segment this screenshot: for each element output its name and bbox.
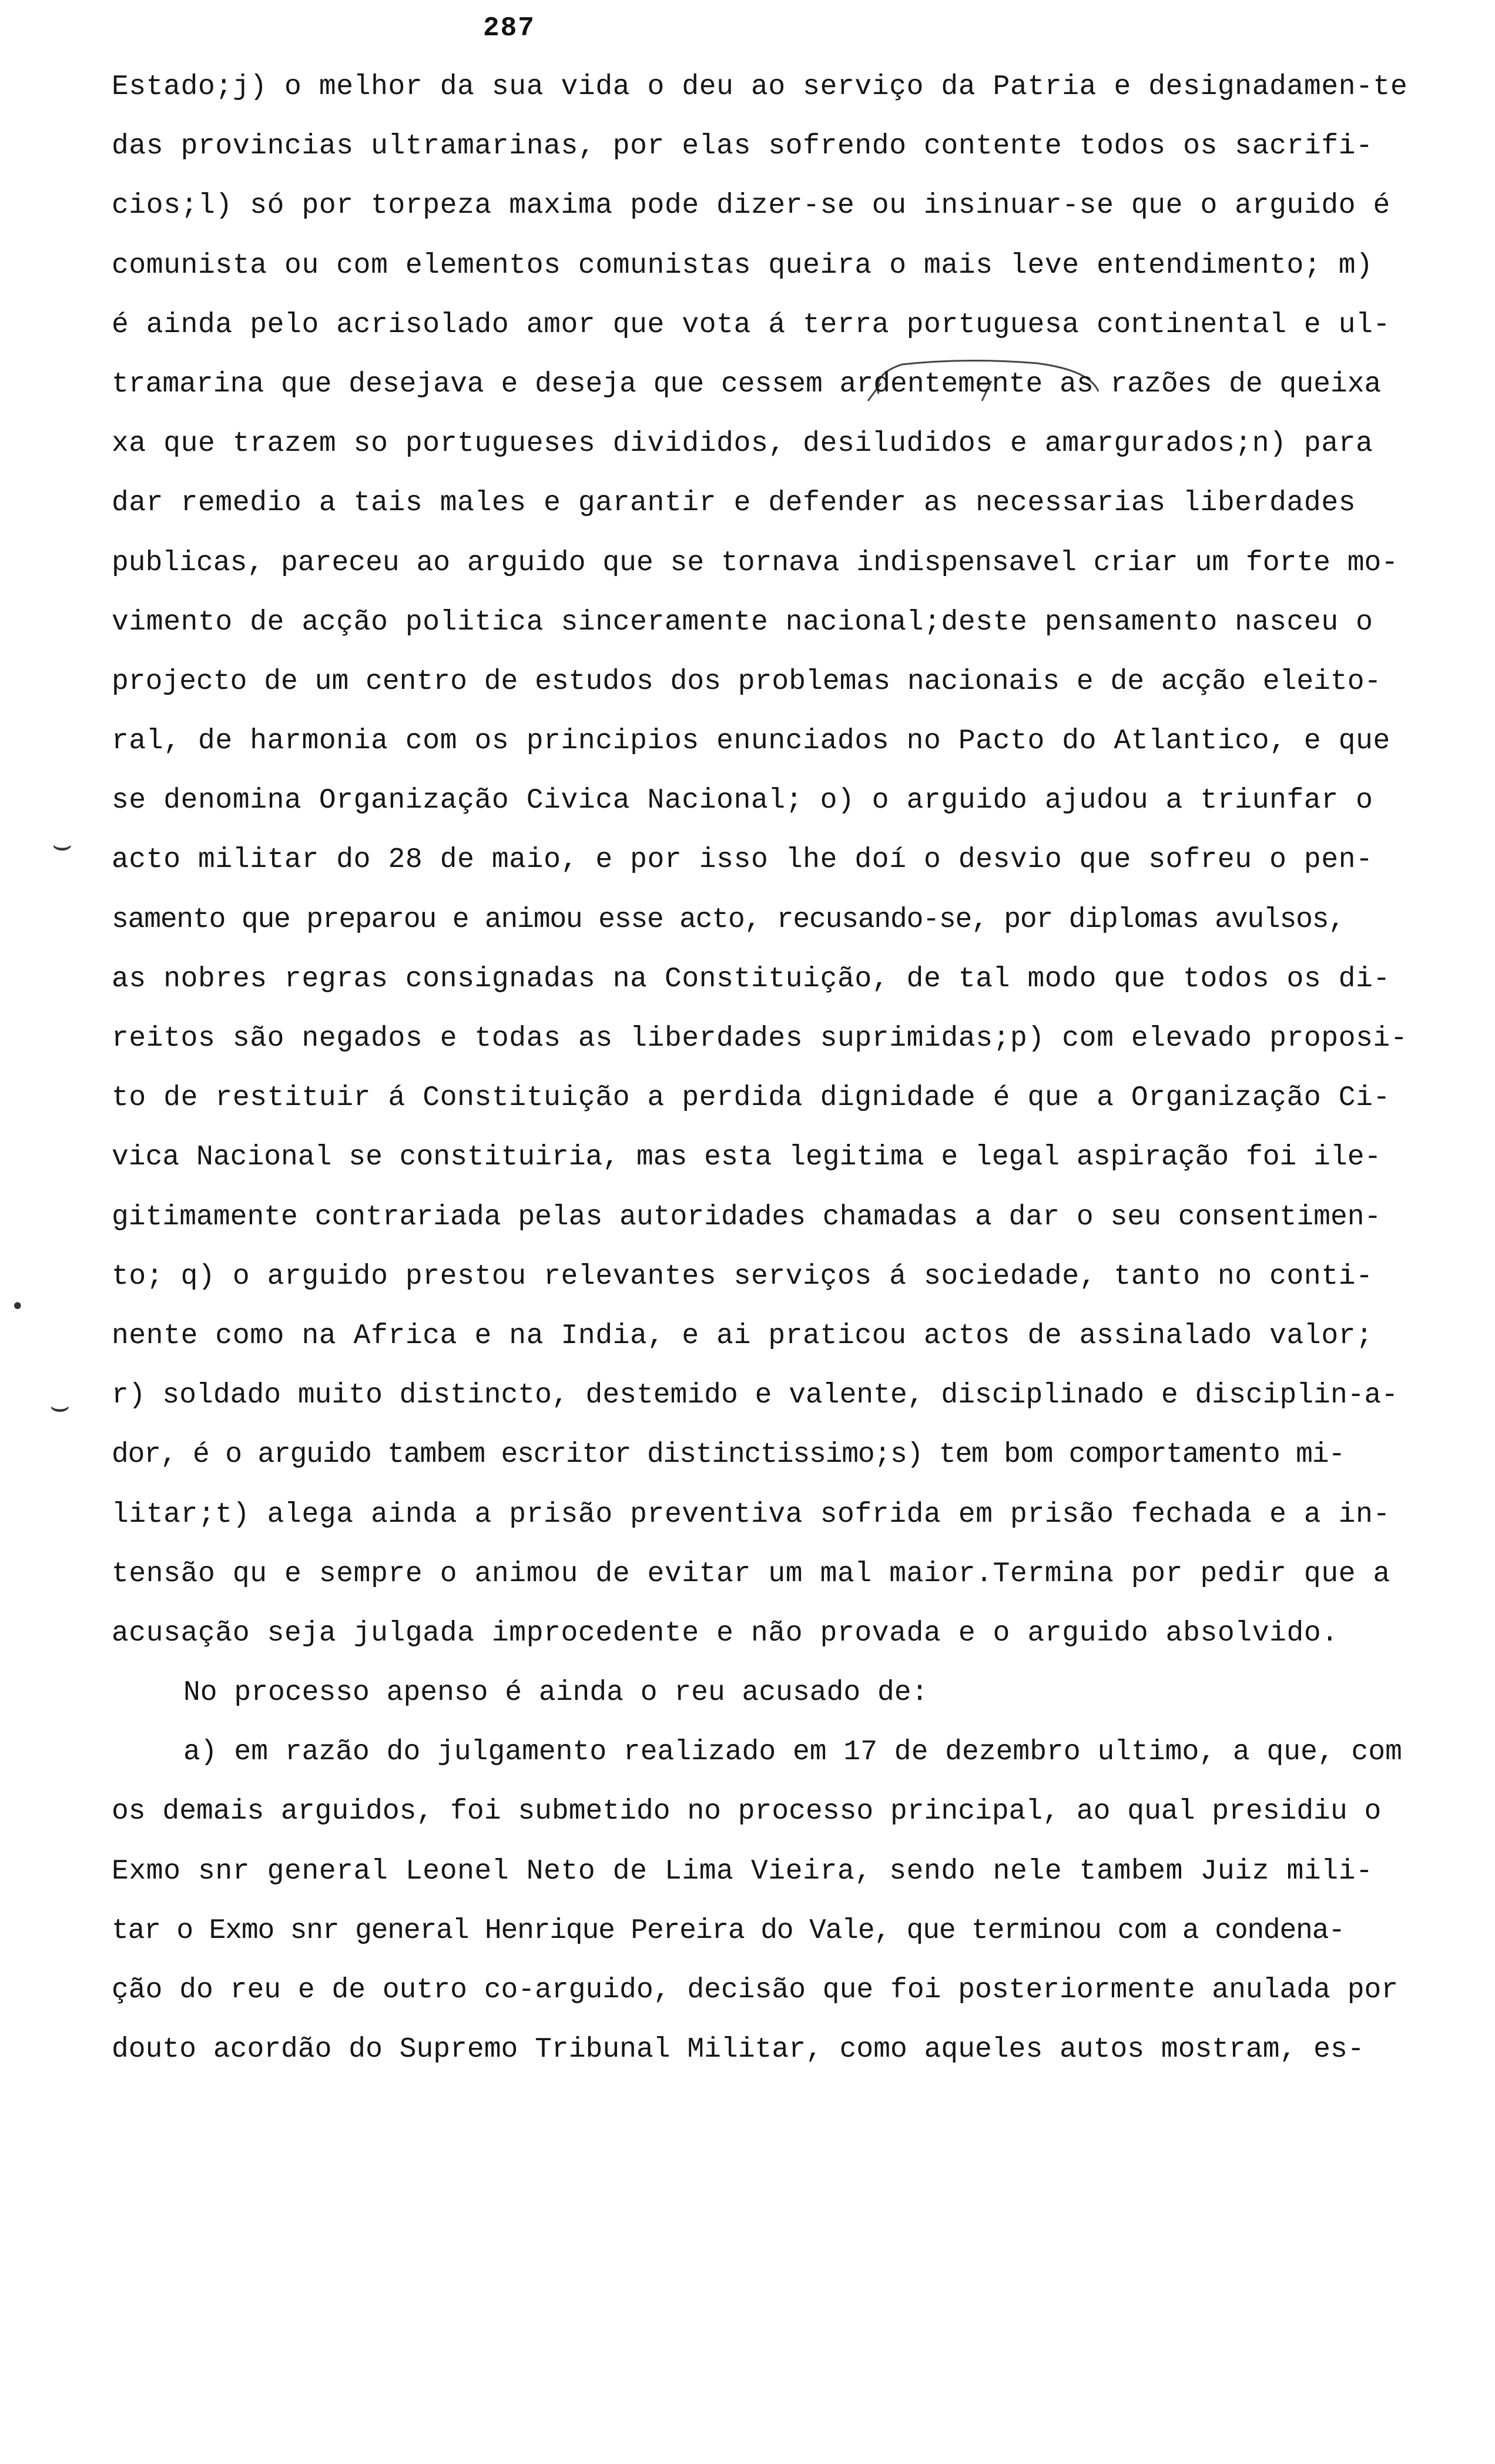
text-line: tensão qu e sempre o animou de evitar um mal maior.Termina por pedir que a (112, 1558, 1390, 1590)
text-line: comunista ou com elementos comunistas queira o mais leve entendimento; m) (112, 249, 1373, 282)
text-line: acto militar do 28 de maio, e por isso lhe doí o desvio que sofreu o pen- (112, 844, 1373, 876)
text-line: ção do reu e de outro co-arguido, decisão que foi posteriormente anulada por (112, 1974, 1399, 2006)
text-line: ral, de harmonia com os principios enunciados no Pacto do Atlantico, e que (112, 725, 1390, 758)
text-line: samento que preparou e animou esse acto, recusando-se, por diplomas avulsos, (112, 903, 1345, 936)
margin-tick-icon: ⌣ (52, 826, 73, 863)
text-line: se denomina Organização Civica Nacional; o) o arguido ajudou a triunfar o (112, 785, 1373, 817)
text-line: é ainda pelo acrisolado amor que vota á terra portuguesa continental e ul- (112, 309, 1390, 341)
text-line: das provincias ultramarinas, por elas sofrendo contente todos os sacrifi- (112, 130, 1373, 163)
text-line: Estado;j) o melhor da sua vida o deu ao serviço da Patria e designadamen-te (112, 71, 1408, 103)
margin-dot-icon: • (11, 1293, 25, 1320)
document-body (112, 58, 1457, 2080)
text-line: publicas, pareceu ao arguido que se tornava indispensavel criar um forte mo- (112, 547, 1399, 579)
text-line: a) em razão do julgamento realizado em 17 de dezembro ultimo, a que, com (183, 1736, 1402, 1769)
text-line: nente como na Africa e na India, e ai praticou actos de assinalado valor; (112, 1320, 1373, 1352)
text-line: to de restituir á Constituição a perdida dignidade é que a Organização Ci- (112, 1082, 1390, 1114)
text-line: as nobres regras consignadas na Constituição, de tal modo que todos os di- (112, 963, 1390, 995)
text-line: xa que trazem so portugueses divididos, desiludidos e amargurados;n) para (112, 428, 1373, 460)
text-line: r) soldado muito distincto, destemido e valente, disciplinado e disciplin-a- (112, 1380, 1399, 1412)
text-line: Exmo snr general Leonel Neto de Lima Vieira, sendo nele tambem Juiz mili- (112, 1855, 1373, 1887)
text-line: douto acordão do Supremo Tribunal Militar, como aqueles autos mostram, es- (112, 2034, 1365, 2066)
text-line: vimento de acção politica sinceramente nacional;deste pensamento nasceu o (112, 606, 1373, 638)
text-line: acusação seja julgada improcedente e não provada e o arguido absolvido. (112, 1617, 1339, 1649)
text-line: os demais arguidos, foi submetido no processo principal, ao qual presidiu o (112, 1796, 1382, 1828)
page-number: 287 (483, 13, 535, 43)
text-line: gitimamente contrariada pelas autoridades chamadas a dar o seu consentimen- (112, 1201, 1382, 1233)
text-line: reitos são negados e todas as liberdades suprimidas;p) com elevado proposi- (112, 1023, 1408, 1054)
text-line: projecto de um centro de estudos dos problemas nacionais e de acção eleito- (112, 665, 1382, 698)
text-line: tramarina que desejava e deseja que cessem ardentemente as razões de queixa (112, 368, 1382, 400)
text-line: tar o Exmo snr general Henrique Pereira do Vale, que terminou com a condena- (112, 1914, 1345, 1947)
text-line: dar remedio a tais males e garantir e defender as necessarias liberdades (112, 487, 1356, 520)
margin-tick-icon: ⌣ (49, 1387, 71, 1424)
text-line: vica Nacional se constituiria, mas esta legitima e legal aspiração foi ile- (112, 1141, 1382, 1174)
text-line: cios;l) só por torpeza maxima pode dizer-se ou insinuar-se que o arguido é (112, 190, 1390, 222)
text-line: No processo apenso é ainda o reu acusado de: (183, 1677, 928, 1709)
text-line: dor, é o arguido tambem escritor distinctissimo;s) tem bom comportamento mi- (112, 1439, 1345, 1471)
text-line: to; q) o arguido prestou relevantes serviços á sociedade, tanto no conti- (112, 1260, 1373, 1293)
text-line: litar;t) alega ainda a prisão preventiva sofrida em prisão fechada e a in- (112, 1498, 1390, 1531)
